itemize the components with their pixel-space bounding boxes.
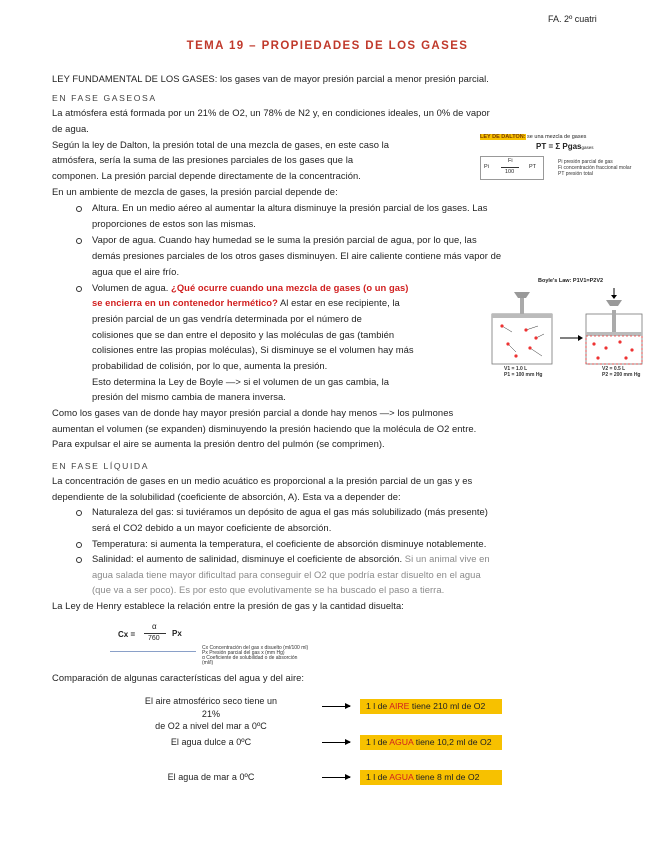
comparison-row-3-left: El agua de mar a 0ºC: [167, 772, 255, 782]
gas-b3c: presión parcial de un gas vendría determinada por el número de: [92, 313, 362, 324]
liq-b1a: Naturaleza del gas: si tuviéramos un depósito de agua el gas más solubilizado (más presente): [92, 506, 488, 517]
henry-formula: Cx = α 760 Px Cx Concentración del gas x disuelto (ml/100 ml) Px Presión parcial del gas x (mm Hg) α Coeficiente de solubilidad o de absorción (ml/l): [110, 620, 350, 670]
gas-b2a: Vapor de agua. Cuando hay humedad se le suma la presión parcial de agua, por lo que, las: [92, 234, 477, 245]
gas-p2a: Según la ley de Dalton, la presión total de una mezcla de gases, en este caso la: [52, 139, 390, 150]
bullet-icon: [76, 238, 82, 244]
dalton-legend-3: PT presión total: [558, 171, 593, 177]
henry-legend-3: α Coeficiente de solubilidad o de absorción: [202, 655, 298, 661]
intro-text: LEY FUNDAMENTAL DE LOS GASES: los gases van de mayor presión parcial a menor presión parcial.: [52, 73, 489, 84]
gas-p2b: atmósfera, sería la suma de las presiones parciales de los gases que la: [52, 154, 354, 165]
dalton-legend-1: Pi presión parcial de gas: [558, 159, 613, 165]
dalton-law-figure: [480, 134, 632, 186]
comparison-row-1-left: El aire atmosférico seco tiene un 21% de O2 a nivel del mar a 0ºC: [144, 696, 278, 731]
gas-p1b: de agua.: [52, 123, 89, 134]
comparison-row-2-left: El agua dulce a 0ºC: [170, 737, 252, 747]
gas-b3b: se encierra en un contenedor hermético? Al estar en ese recipiente, la: [92, 297, 400, 308]
liq-b3c: (que va a ser poco). Es por esto que evolutivamente se ha buscado el paso a tierra.: [92, 584, 445, 595]
liq-b3a: Salinidad: el aumento de salinidad, disminuye el coeficiente de absorción. Si un animal vive en: [92, 553, 490, 564]
liq-henry: La Ley de Henry establece la relación entre la presión de gas y la cantidad disuelta:: [52, 600, 404, 611]
comparison-intro: Comparación de algunas características del agua y del aire:: [52, 672, 305, 683]
henry-legend-2: Px Presión parcial del gas x (mm Hg): [202, 650, 285, 656]
arrow-icon: [322, 706, 350, 707]
bullet-icon: [76, 542, 82, 548]
arrow-icon: [322, 777, 350, 778]
comparison-row-3-box: 1 l de AGUA tiene 8 ml de O2: [360, 770, 502, 785]
header-corner: FA. 2º cuatri: [548, 14, 597, 24]
boyle-left-pressure: P1 = 100 mm Hg: [504, 372, 543, 378]
gas-p3: En un ambiente de mezcla de gases, la presión parcial depende de:: [52, 186, 338, 197]
comparison-row-1-box: 1 l de AIRE tiene 210 ml de O2: [360, 699, 502, 714]
gas-b3h: presión del mismo cambia de manera inversa.: [92, 391, 286, 402]
page-title: TEMA 19 – PROPIEDADES DE LOS GASES: [186, 40, 469, 52]
section-heading-liquid: EN FASE LÍQUIDA: [52, 461, 150, 471]
gas-b3g: Esto determina la Ley de Boyle —> si el volumen de un gas cambia, la: [92, 376, 390, 387]
boyle-left-volume: V1 = 1.0 L: [504, 366, 528, 372]
gas-b3d: colisiones que se dan entre el deposito y las moléculas de gas (también: [92, 329, 395, 340]
liq-p1a: La concentración de gases en un medio acuático es proporcional a la presión parcial de un gas y es: [52, 475, 473, 486]
boyle-law-figure: [486, 278, 646, 388]
boyle-right-volume: V2 = 0.5 L: [602, 366, 626, 372]
gas-b2c: agua que el aire frío.: [92, 266, 180, 277]
dalton-legend-2: Fi concentración fraccional molar: [558, 165, 632, 171]
liq-b2: Temperatura: si aumenta la temperatura, el coeficiente de absorción disminuye notablemente.: [92, 538, 487, 549]
bullet-icon: [76, 286, 82, 292]
dalton-label-rest: se una mezcla de gases: [525, 134, 587, 140]
liq-b1b: será el CO2 debido a un mayor coeficiente de absorción.: [92, 522, 332, 533]
dalton-label: LEY DE DALTON:: [480, 134, 526, 140]
henry-legend-1: Cx Concentración del gas x disuelto (ml/100 ml): [202, 645, 309, 651]
gas-p2c: componen. La presión parcial depende directamente de la concentración.: [52, 170, 361, 181]
gas-b3a: Volumen de agua. ¿Qué ocurre cuando una mezcla de gases (o un gas): [92, 282, 409, 293]
gas-p4b: aumentan el volumen (se expanden) disminuyendo la presión haciendo que la molécula de O2 entre.: [52, 423, 477, 434]
gas-b3f: probabilidad de colisión, por lo que, aumenta la presión.: [92, 360, 328, 371]
boyle-title: Boyle's Law: P1V1=P2V2: [538, 278, 604, 284]
gas-b2b: demás presiones parciales de los otros gases disminuyen. El aire caliente contiene más vapor de: [92, 250, 502, 261]
gas-b1b: proporciones de estos son las mismas.: [92, 218, 256, 229]
henry-legend-4: (ml/l): [202, 660, 214, 666]
comparison-row-2-box: 1 l de AGUA tiene 10,2 ml de O2: [360, 735, 502, 750]
bullet-icon: [76, 510, 82, 516]
boyle-diagram: [486, 286, 646, 366]
bullet-icon: [76, 206, 82, 212]
liq-b3b: agua salada tiene mayor dificultad para conseguir el O2 que podría estar disuelto en el agua: [92, 569, 481, 580]
gas-b1a: Altura. En un medio aéreo al aumentar la altura disminuye la presión parcial de los gases. Las: [92, 202, 488, 213]
boyle-right-pressure: P2 = 200 mm Hg: [602, 372, 641, 378]
arrow-icon: [322, 742, 350, 743]
bullet-icon: [76, 557, 82, 563]
gas-b3e: colisiones entre las propias moléculas), Si disminuye se el volumen hay más: [92, 344, 414, 355]
gas-p1a: La atmósfera está formada por un 21% de O2, un 78% de N2 y, en condiciones ideales, un 0% de vapor: [52, 107, 490, 118]
liq-p1b: dependiente de la solubilidad (coeficiente de absorción, A). Esta va a depender de:: [52, 491, 401, 502]
dalton-formula: PT = Σ Pgasgases: [536, 142, 594, 151]
gas-p4a: Como los gases van de donde hay mayor presión parcial a donde hay menos —> los pulmones: [52, 407, 454, 418]
section-heading-gas: EN FASE GASEOSA: [52, 93, 157, 103]
dalton-fraction-box: Pi Fi 100 PT: [480, 156, 544, 180]
gas-p4c: Para expulsar el aire se aumenta la presión dentro del pulmón (se comprimen).: [52, 438, 385, 449]
